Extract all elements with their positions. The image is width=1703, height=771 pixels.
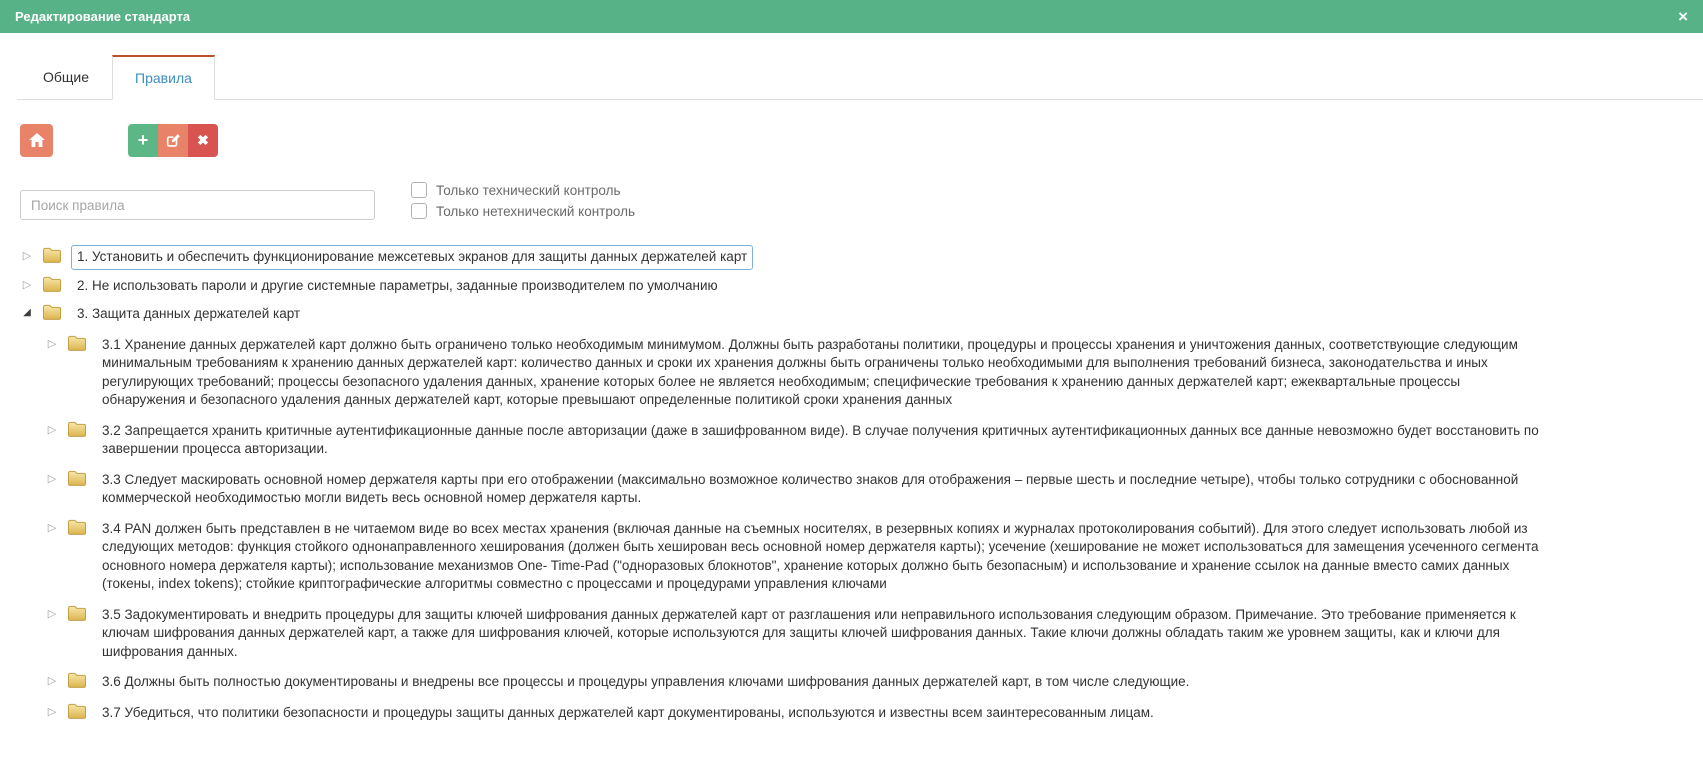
tab-bar [17,55,1703,100]
expand-icon[interactable]: ▷ [22,250,32,262]
dialog-title: Редактирование стандарта [15,9,191,24]
folder-icon [42,247,62,264]
folder-icon [67,470,87,487]
tree-node-label[interactable]: 3.5 Задокументировать и внедрить процедуры для защиты ключей шифрования данных держателей карт от разглашения или неправильного использования следующим образом. Примечание. Это требование применяется к ключам шифрования данных держателей карт, а также для шифрования ключей, которые используются для защиты ключей шифрования данных. Такие ключи должны обладать таким же уровнем защиты, как и ключи для шифрования данных. [102,606,1516,659]
collapse-icon[interactable]: ◢ [23,307,31,318]
tree-node-label[interactable]: 3.2 Запрещается хранить критичные аутентификационные данные после авторизации (даже в зашифрованном виде). В случае получения критичных аутентификационных данных все данные невозможно будет восстановить по завершении процесса авторизации. [102,422,1539,456]
home-icon [29,133,45,147]
expand-icon[interactable]: ▷ [22,278,32,291]
expand-icon[interactable]: ▷ [47,705,57,718]
tree-node [20,245,1548,270]
x-icon: ✖ [197,131,209,148]
tree-node [45,468,1548,511]
plus-icon: + [137,129,149,150]
dialog-titlebar [0,0,1703,33]
expand-icon[interactable]: ▷ [47,675,57,687]
tree-node [45,419,1548,462]
filter-label: Только нетехнический контроль [436,203,635,219]
folder-icon [67,605,87,622]
tree-node [45,670,1548,695]
expand-icon[interactable]: ▷ [47,521,57,534]
checkbox-icon[interactable] [411,203,427,219]
add-rule-button[interactable] [128,124,158,157]
filter-nontechnical-only[interactable] [411,203,635,219]
tab-general[interactable]: Общие [43,69,90,85]
edit-rule-button[interactable] [158,124,188,157]
tree-node [20,302,1548,327]
folder-icon [67,672,87,689]
home-button[interactable] [20,124,53,157]
delete-rule-button[interactable] [188,124,218,157]
tree-node [45,603,1548,665]
folder-icon [67,421,87,438]
tree-node [45,333,1548,413]
expand-icon[interactable]: ▷ [47,337,57,350]
tree-node [45,517,1548,597]
filter-technical-only[interactable] [411,182,635,198]
folder-icon [67,519,87,536]
tree-node-label[interactable]: 3.4 PAN должен быть представлен в не читаемом виде во всех местах хранения (включая данные на съемных носителях, в резервных копиях и журналах протоколирования событий). Для этого следует использовать любой из следующих методов: функция стойкого однонаправленного хеширования (должен быть хеширован весь основной номер держателя карты); усечение (хеширование не может использоваться для замещения усеченного сегмента основного номера держателя карты); использование механизмов One- Time-Pad ("одноразовых блокнотов", хранение которых должно быть безопасным) и использование и хранение ссылок на данные вместо самих данных (токены, index tokens); стойкие криптографические алгоритмы совместно с процессами и процедурами управления ключами [102,520,1539,591]
tree-node [20,274,1548,299]
tree-node-label[interactable]: 3.1 Хранение данных держателей карт должно быть ограничено только необходимым минимумом. Должны быть разработаны политики, процедуры и процессы хранения и уничтожения данных, соответствующие следующим минимальным требованиям к хранению данных держателей карт: количество данных и сроки их хранения должны быть ограничены только необходимыми для выполнения требований бизнеса, законодательства и иных регулирующих требований; процессы безопасного удаления данных, хранение которых более не является необходимым; специфические требования к хранению данных держателей карт; ежеквартальные процессы обнаружения и безопасного удаления данных держателей карт, которые превышают определенные политикой сроки хранения данных [102,336,1518,407]
folder-icon [42,276,62,293]
tree-node-label[interactable]: 3. Защита данных держателей карт [77,306,301,321]
filters [411,182,635,219]
folder-icon [42,304,62,321]
rule-actions-group [128,124,218,157]
expand-icon[interactable]: ▷ [47,607,57,620]
close-icon[interactable]: × [1678,7,1688,26]
tree-node [45,701,1548,726]
filter-label: Только технический контроль [436,182,621,198]
tab-rules[interactable]: Правила [112,55,215,100]
folder-icon [67,335,87,352]
tree-node-label[interactable]: 3.7 Убедиться, что политики безопасности и процедуры защиты данных держателей карт документированы, используются и известны всем заинтересованным лицам. [102,704,1154,720]
tree-node-label[interactable]: 2. Не использовать пароли и другие системные параметры, заданные производителем по умолчанию [77,277,718,293]
expand-icon[interactable]: ▷ [47,423,57,436]
pencil-square-icon [166,133,181,148]
tree-node-label[interactable]: 3.6 Должны быть полностью документированы и внедрены все процессы и процедуры управления ключами шифрования данных держателей карт, в том числе следующие. [102,674,1190,689]
search-filter-row [20,182,1703,220]
checkbox-icon[interactable] [411,182,427,198]
tree-children [20,333,1548,726]
expand-icon[interactable]: ▷ [47,472,57,485]
tree-node-label[interactable]: 1. Установить и обеспечить функционирование межсетевых экранов для защиты данных держателей карт [71,245,753,270]
search-input[interactable] [20,190,375,220]
tree-node-label[interactable]: 3.3 Следует маскировать основной номер держателя карты при его отображении (максимально возможное количество знаков для отображения – первые шесть и последние четыре), чтобы только сотрудники с обоснованной коммерческой необходимостью могли видеть весь основной номер держателя карты. [102,471,1519,505]
rules-tree [20,245,1548,725]
folder-icon [67,703,87,720]
rules-toolbar [20,123,1703,157]
